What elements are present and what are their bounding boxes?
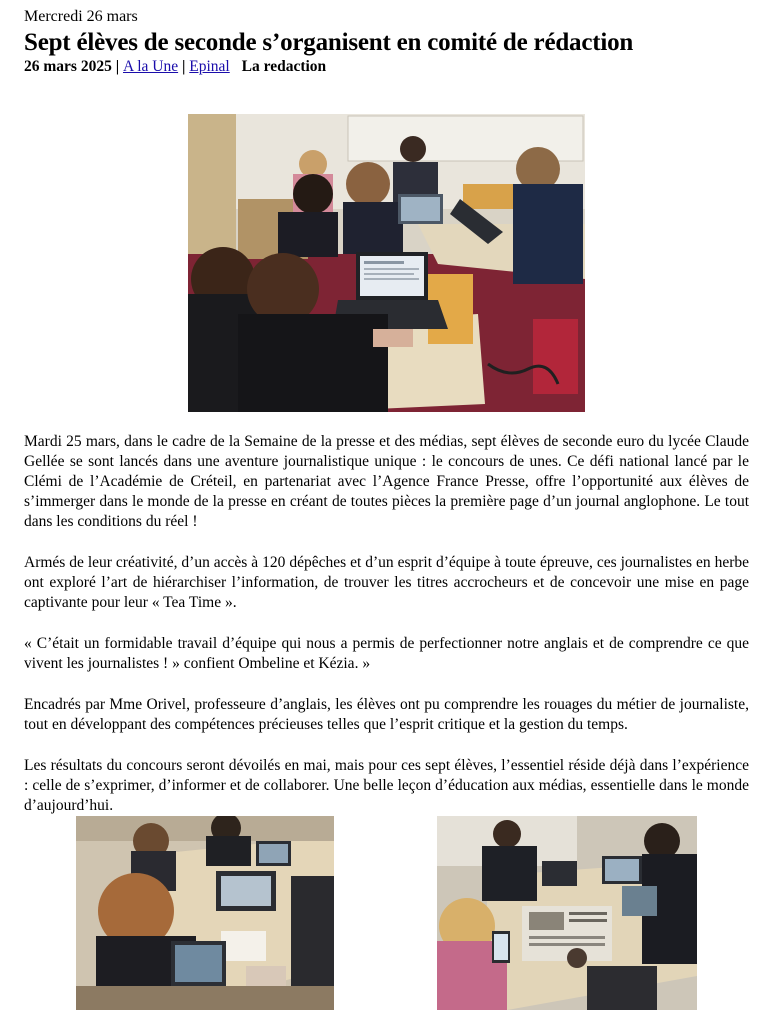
- dateline: Mercredi 26 mars: [24, 8, 138, 25]
- photo-students-classroom: [188, 114, 585, 412]
- location-link[interactable]: Epinal: [189, 58, 230, 75]
- article-paragraph: Armés de leur créativité, d’un accès à 120 dépêches et d’un esprit d’équipe à toute épreuve, ces journalistes en herbe ont exploré l’art de hiérarchiser l’information, de trouver les titres accrocheurs et de concevoir une mise en page captivante pour leur « Tea Time ».: [24, 554, 749, 611]
- article-paragraph: Mardi 25 mars, dans le cadre de la Semaine de la presse et des médias, sept élèves de seconde euro du lycée Claude Gellée se sont lancés dans une aventure journalistique unique : le concours de unes. Ce défi national lancé par le Clémi de l’Académie de Créteil, en partenariat avec l’Agence France Presse, offre l’opportunité aux élèves de s’immerger dans le monde de la presse en créant de toutes pièces la première page d’un journal anglophone. Le tout dans les conditions du réel !: [24, 433, 749, 530]
- article-title: Sept élèves de seconde s’organisent en comité de rédaction: [24, 29, 634, 56]
- article-author: La redaction: [241, 58, 327, 75]
- article-paragraph: Encadrés par Mme Orivel, professeure d’anglais, les élèves ont pu comprendre les rouages du métier de journaliste, tout en développant des compétences précieuses telles que l’esprit critique et la gestion du temps.: [24, 696, 749, 733]
- article-meta: [24, 58, 326, 76]
- article-body: [24, 432, 749, 837]
- category-link[interactable]: A la Une: [123, 58, 179, 75]
- article-paragraph: Les résultats du concours seront dévoilés en mai, mais pour ces sept élèves, l’essentiel réside déjà dans l’expérience : celle de s’exprimer, d’informer et de collaborer. Une belle leçon d’éducation aux médias, essentielle dans le monde d’aujourd’hui.: [24, 757, 749, 814]
- photo-students-newspaper: [437, 816, 697, 1010]
- meta-separator: |: [115, 58, 120, 75]
- meta-separator: |: [181, 58, 186, 75]
- article-paragraph: « C’était un formidable travail d’équipe qui nous a permis de perfectionner notre anglais et de comprendre ce que vivent les journalistes ! » confient Ombeline et Kézia. »: [24, 635, 749, 672]
- photo-students-tablet: [76, 816, 334, 1010]
- article-date: 26 mars 2025: [24, 58, 112, 75]
